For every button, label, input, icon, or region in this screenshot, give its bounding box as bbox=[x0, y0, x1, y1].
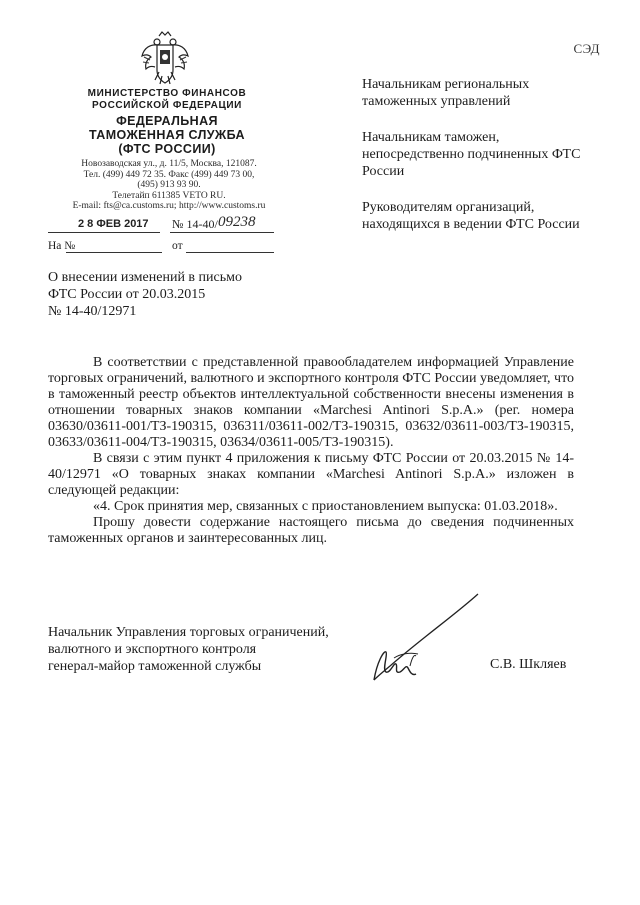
agency-line: ТАМОЖЕННАЯ СЛУЖБА bbox=[89, 128, 245, 142]
agency-name bbox=[60, 114, 274, 156]
reply-date-underline bbox=[186, 252, 274, 253]
contact-line: (495) 913 93 90. bbox=[137, 180, 201, 191]
coat-of-arms-icon bbox=[140, 30, 190, 86]
subject-line: ФТС России от 20.03.2015 bbox=[48, 287, 206, 302]
signatory-name: С.В. Шкляев bbox=[490, 657, 567, 672]
ministry-name bbox=[60, 88, 274, 112]
signatory-title-line: Начальник Управления торговых ограничений, bbox=[48, 625, 329, 640]
reply-to-number-label: На № bbox=[48, 240, 76, 252]
body-paragraph-quoted: «4. Срок принятия мер, связанных с приостановлением выпуска: 01.03.2018». bbox=[93, 499, 558, 514]
reply-to-date-label: от bbox=[172, 240, 183, 252]
ministry-line: РОССИЙСКОЙ ФЕДЕРАЦИИ bbox=[92, 100, 242, 111]
body-paragraph: В соответствии с представленной правообладателем информацией Управление торговых ограничений, валютного и экспортного контроля ФТС России уведомляет, что в таможенный реестр объектов интеллектуальной собственности внесены изменения в отношении товарных знаков компании «Marchesi Antinori S.p.A.» (рег. номера 03630/03611-001/ТЗ-190315, 036311/03611-002/ТЗ-190315, 03632/03611-003/ТЗ-190315, 03633/03611-004/ТЗ-190315, 03634/03611-005/ТЗ-190315). bbox=[48, 355, 574, 450]
contact-line: Тел. (499) 449 72 35. Факс (499) 449 73 00, bbox=[83, 169, 255, 180]
agency-line: (ФТС РОССИИ) bbox=[118, 142, 216, 156]
addressee: Начальникам региональных таможенных управлений bbox=[362, 77, 530, 109]
letter-subject bbox=[48, 269, 288, 320]
subject-line: № 14-40/12971 bbox=[48, 304, 137, 319]
registration-date: 2 8 ФЕВ 2017 bbox=[78, 218, 149, 230]
signatory-title-line: валютного и экспортного контроля bbox=[48, 642, 257, 657]
signatory-title-line: генерал-майор таможенной службы bbox=[48, 659, 262, 674]
addressees-block bbox=[362, 76, 592, 252]
contact-line: Телетайп 611385 VETO RU. bbox=[112, 190, 226, 201]
contact-block bbox=[60, 159, 278, 212]
contact-line: Новозаводская ул., д. 11/5, Москва, 121087. bbox=[81, 159, 257, 169]
corner-mark: СЭД bbox=[573, 41, 600, 56]
registration-number-handwritten: 09238 bbox=[218, 214, 256, 230]
subject-line: О внесении изменений в письмо bbox=[48, 270, 242, 285]
registration-number-label: № 14-40/ bbox=[172, 217, 218, 231]
contact-line: E-mail: fts@ca.customs.ru; http://www.customs.ru bbox=[72, 201, 266, 212]
signatory-title bbox=[48, 624, 348, 675]
handwritten-signature bbox=[360, 592, 485, 687]
letter-body bbox=[48, 355, 574, 547]
reply-number-underline bbox=[66, 252, 162, 253]
body-paragraph: Прошу довести содержание настоящего письма до сведения подчиненных таможенных органов и заинтересованных лиц. bbox=[48, 515, 574, 546]
date-underline bbox=[48, 232, 160, 233]
agency-line: ФЕДЕРАЛЬНАЯ bbox=[116, 114, 218, 128]
ministry-line: МИНИСТЕРСТВО ФИНАНСОВ bbox=[87, 88, 247, 99]
body-paragraph: В связи с этим пункт 4 приложения к письму ФТС России от 20.03.2015 № 14-40/12971 «О товарных знаках компании «Marchesi Antinori S.p.A.» изложен в следующей редакции: bbox=[48, 451, 574, 498]
number-underline bbox=[170, 232, 274, 233]
addressee: Начальникам таможен, непосредственно подчиненных ФТС России bbox=[362, 130, 581, 179]
addressee: Руководителям организаций, находящихся в ведении ФТС России bbox=[362, 200, 580, 232]
